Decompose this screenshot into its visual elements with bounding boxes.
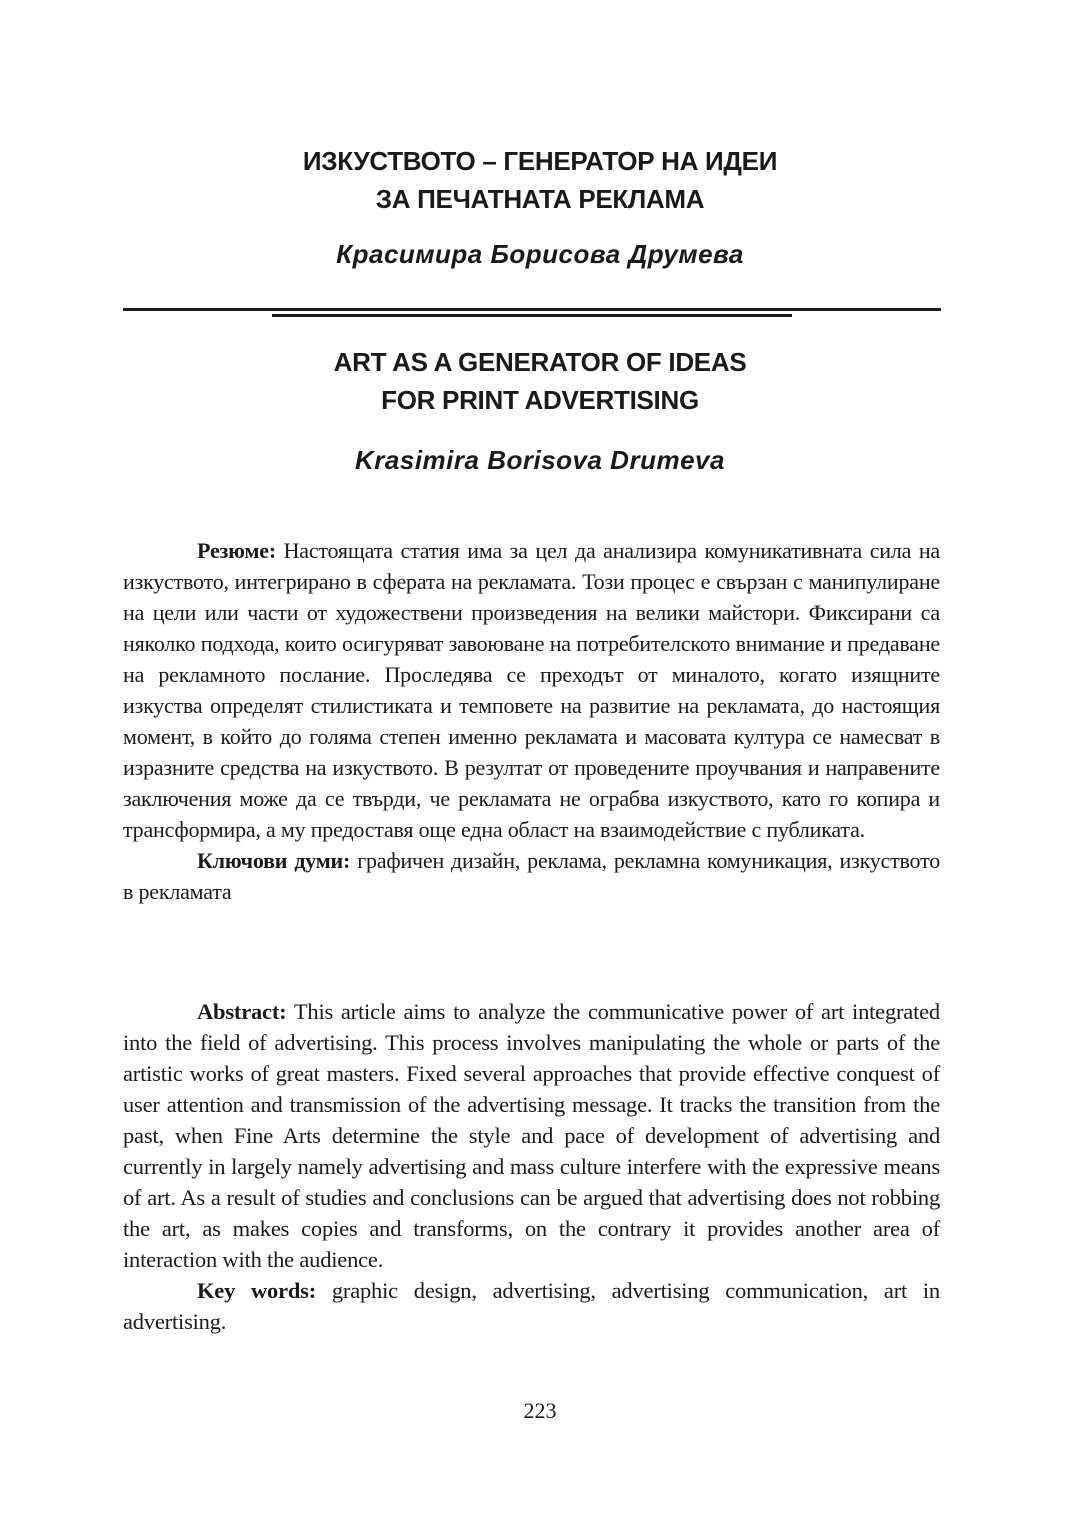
abstract-english xyxy=(123,996,940,1337)
keywords-bulgarian-paragraph xyxy=(123,845,940,907)
abstract-bulgarian-text: Настоящата статия има за цел да анализира комуникативната сила на изкуството, интегрирано в сферата на рекламата. Този процес е свързан с манипулиране на цели или части от художествени произведения на велики майстори. Фиксирани са няколко подхода, които осигуряват завоюване на потребителското внимание и предаване на рекламното послание. Проследява се преходът от миналото, когато изящните изкуства определят стилистиката и темповете на развитие на рекламата, до настоящия момент, в който до голяма степен именно рекламата и масовата култура се намесват в изразните средства на изкуството. В резултат от проведените проучвания и направените заключения може да се твърди, че рекламата не ограбва изкуството, като го копира и трансформира, а му предоставя още една област на взаимодействие с публиката. xyxy=(123,538,940,842)
author-english: Krasimira Borisova Drumeva xyxy=(355,445,725,475)
divider-short xyxy=(272,314,792,317)
divider-long xyxy=(123,308,941,311)
abstract-english-text: This article aims to analyze the communicative power of art integrated into the field of advertising. This process involves manipulating the whole or parts of the artistic works of great masters. Fixed several approaches that provide effective conquest of user attention and transmission of the advertising message. It tracks the transition from the past, when Fine Arts determine the style and pace of development of advertising and currently in largely namely advertising and mass culture interfere with the expressive means of art. As a result of studies and conclusions can be argued that advertising does not robbing the art, as makes copies and transforms, on the contrary it provides another area of interaction with the audience. xyxy=(123,999,940,1272)
title-bulgarian-line2: ЗА ПЕЧАТНАТА РЕКЛАМА xyxy=(375,184,705,214)
keywords-english-text: graphic design, advertising, advertising communication, art in advertising. xyxy=(123,1278,940,1334)
keywords-bulgarian-label: Ключови думи: xyxy=(197,848,351,873)
keywords-english-label: Key words: xyxy=(197,1278,317,1303)
page-number: 223 xyxy=(523,1398,557,1423)
title-bulgarian-line1: ИЗКУСТВОТО – ГЕНЕРАТОР НА ИДЕИ xyxy=(302,146,778,176)
author-bulgarian: Красимира Борисова Друмева xyxy=(336,239,744,269)
title-english-line1: ART AS A GENERATOR OF IDEAS xyxy=(333,347,747,377)
title-english-line2: FOR PRINT ADVERTISING xyxy=(381,385,699,415)
abstract-bulgarian xyxy=(123,535,940,907)
abstract-bulgarian-label: Резюме: xyxy=(197,538,276,563)
abstract-bulgarian-paragraph xyxy=(123,535,940,845)
keywords-english-paragraph xyxy=(123,1275,940,1337)
keywords-bulgarian-text: графичен дизайн, реклама, рекламна комуникация, изкуството в рекламата xyxy=(123,848,940,904)
abstract-english-paragraph xyxy=(123,996,940,1275)
abstract-english-label: Abstract: xyxy=(197,999,287,1024)
